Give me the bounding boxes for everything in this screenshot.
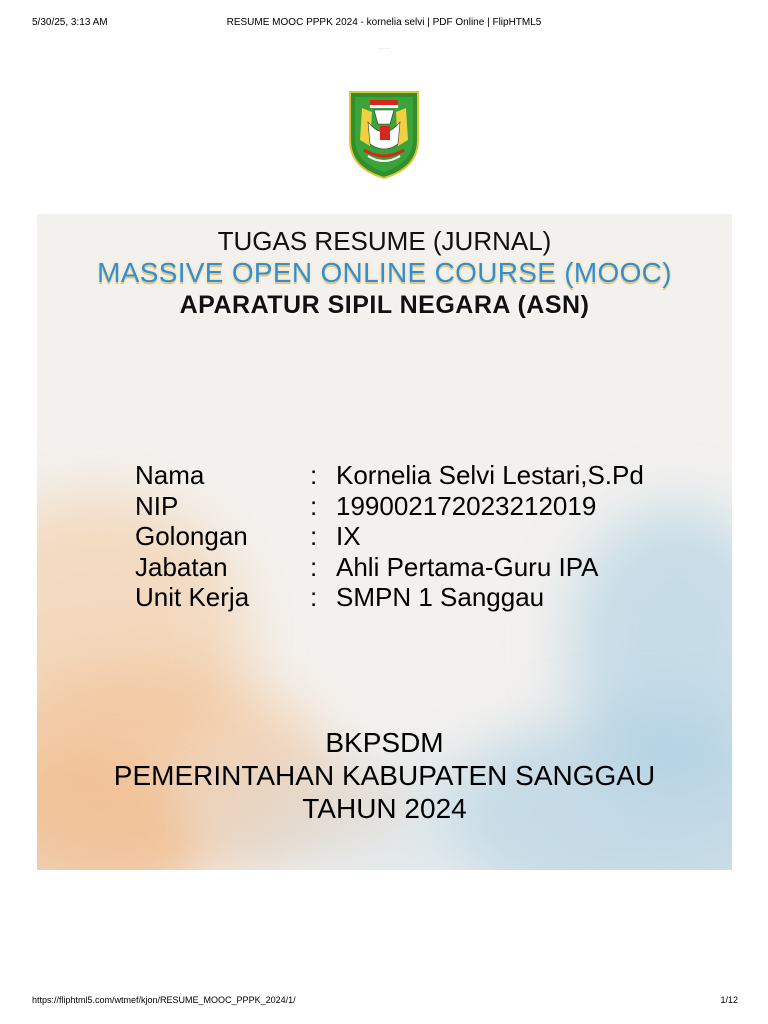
field-label: Jabatan bbox=[135, 551, 228, 582]
field-separator: : bbox=[310, 460, 318, 490]
print-date: 5/30/25, 3:13 AM bbox=[32, 17, 108, 28]
field-value: Kornelia Selvi Lestari,S.Pd bbox=[336, 460, 644, 490]
print-page-title: RESUME MOOC PPPK 2024 - kornelia selvi | PDF Online | FlipHTML5 bbox=[226, 17, 542, 28]
field-value: Ahli Pertama-Guru IPA bbox=[336, 551, 599, 582]
field-separator: : bbox=[310, 490, 318, 521]
government-name: PEMERINTAHAN KABUPATEN SANGGAU bbox=[113, 760, 656, 791]
field-value: 199002172023212019 bbox=[336, 490, 597, 521]
kabupaten-sanggau-emblem-icon bbox=[346, 88, 422, 180]
page-counter: 1/12 bbox=[720, 995, 738, 1005]
print-header bbox=[0, 17, 768, 31]
field-label: NIP bbox=[135, 490, 179, 521]
field-label: Unit Kerja bbox=[135, 582, 250, 612]
cover-subtitle: MASSIVE OPEN ONLINE COURSE (MOOC) bbox=[97, 257, 672, 288]
cover-year: TAHUN 2024 bbox=[302, 793, 467, 824]
field-separator: : bbox=[310, 521, 318, 551]
cover-heading-asn: APARATUR SIPIL NEGARA (ASN) bbox=[179, 291, 590, 319]
field-value: SMPN 1 Sanggau bbox=[336, 582, 545, 612]
institution-name: BKPSDM bbox=[325, 727, 444, 758]
cover-page bbox=[37, 214, 732, 870]
field-label: Golongan bbox=[135, 521, 248, 551]
tiny-mark: ........... bbox=[377, 45, 391, 50]
field-separator: : bbox=[310, 551, 318, 582]
field-label: Nama bbox=[135, 460, 205, 490]
cover-title: TUGAS RESUME (JURNAL) bbox=[217, 226, 552, 256]
page-url: https://fliphtml5.com/wtmef/kjon/RESUME_MOOC_PPPK_2024/1/ bbox=[32, 995, 296, 1005]
field-separator: : bbox=[310, 582, 318, 612]
field-value: IX bbox=[336, 521, 361, 551]
